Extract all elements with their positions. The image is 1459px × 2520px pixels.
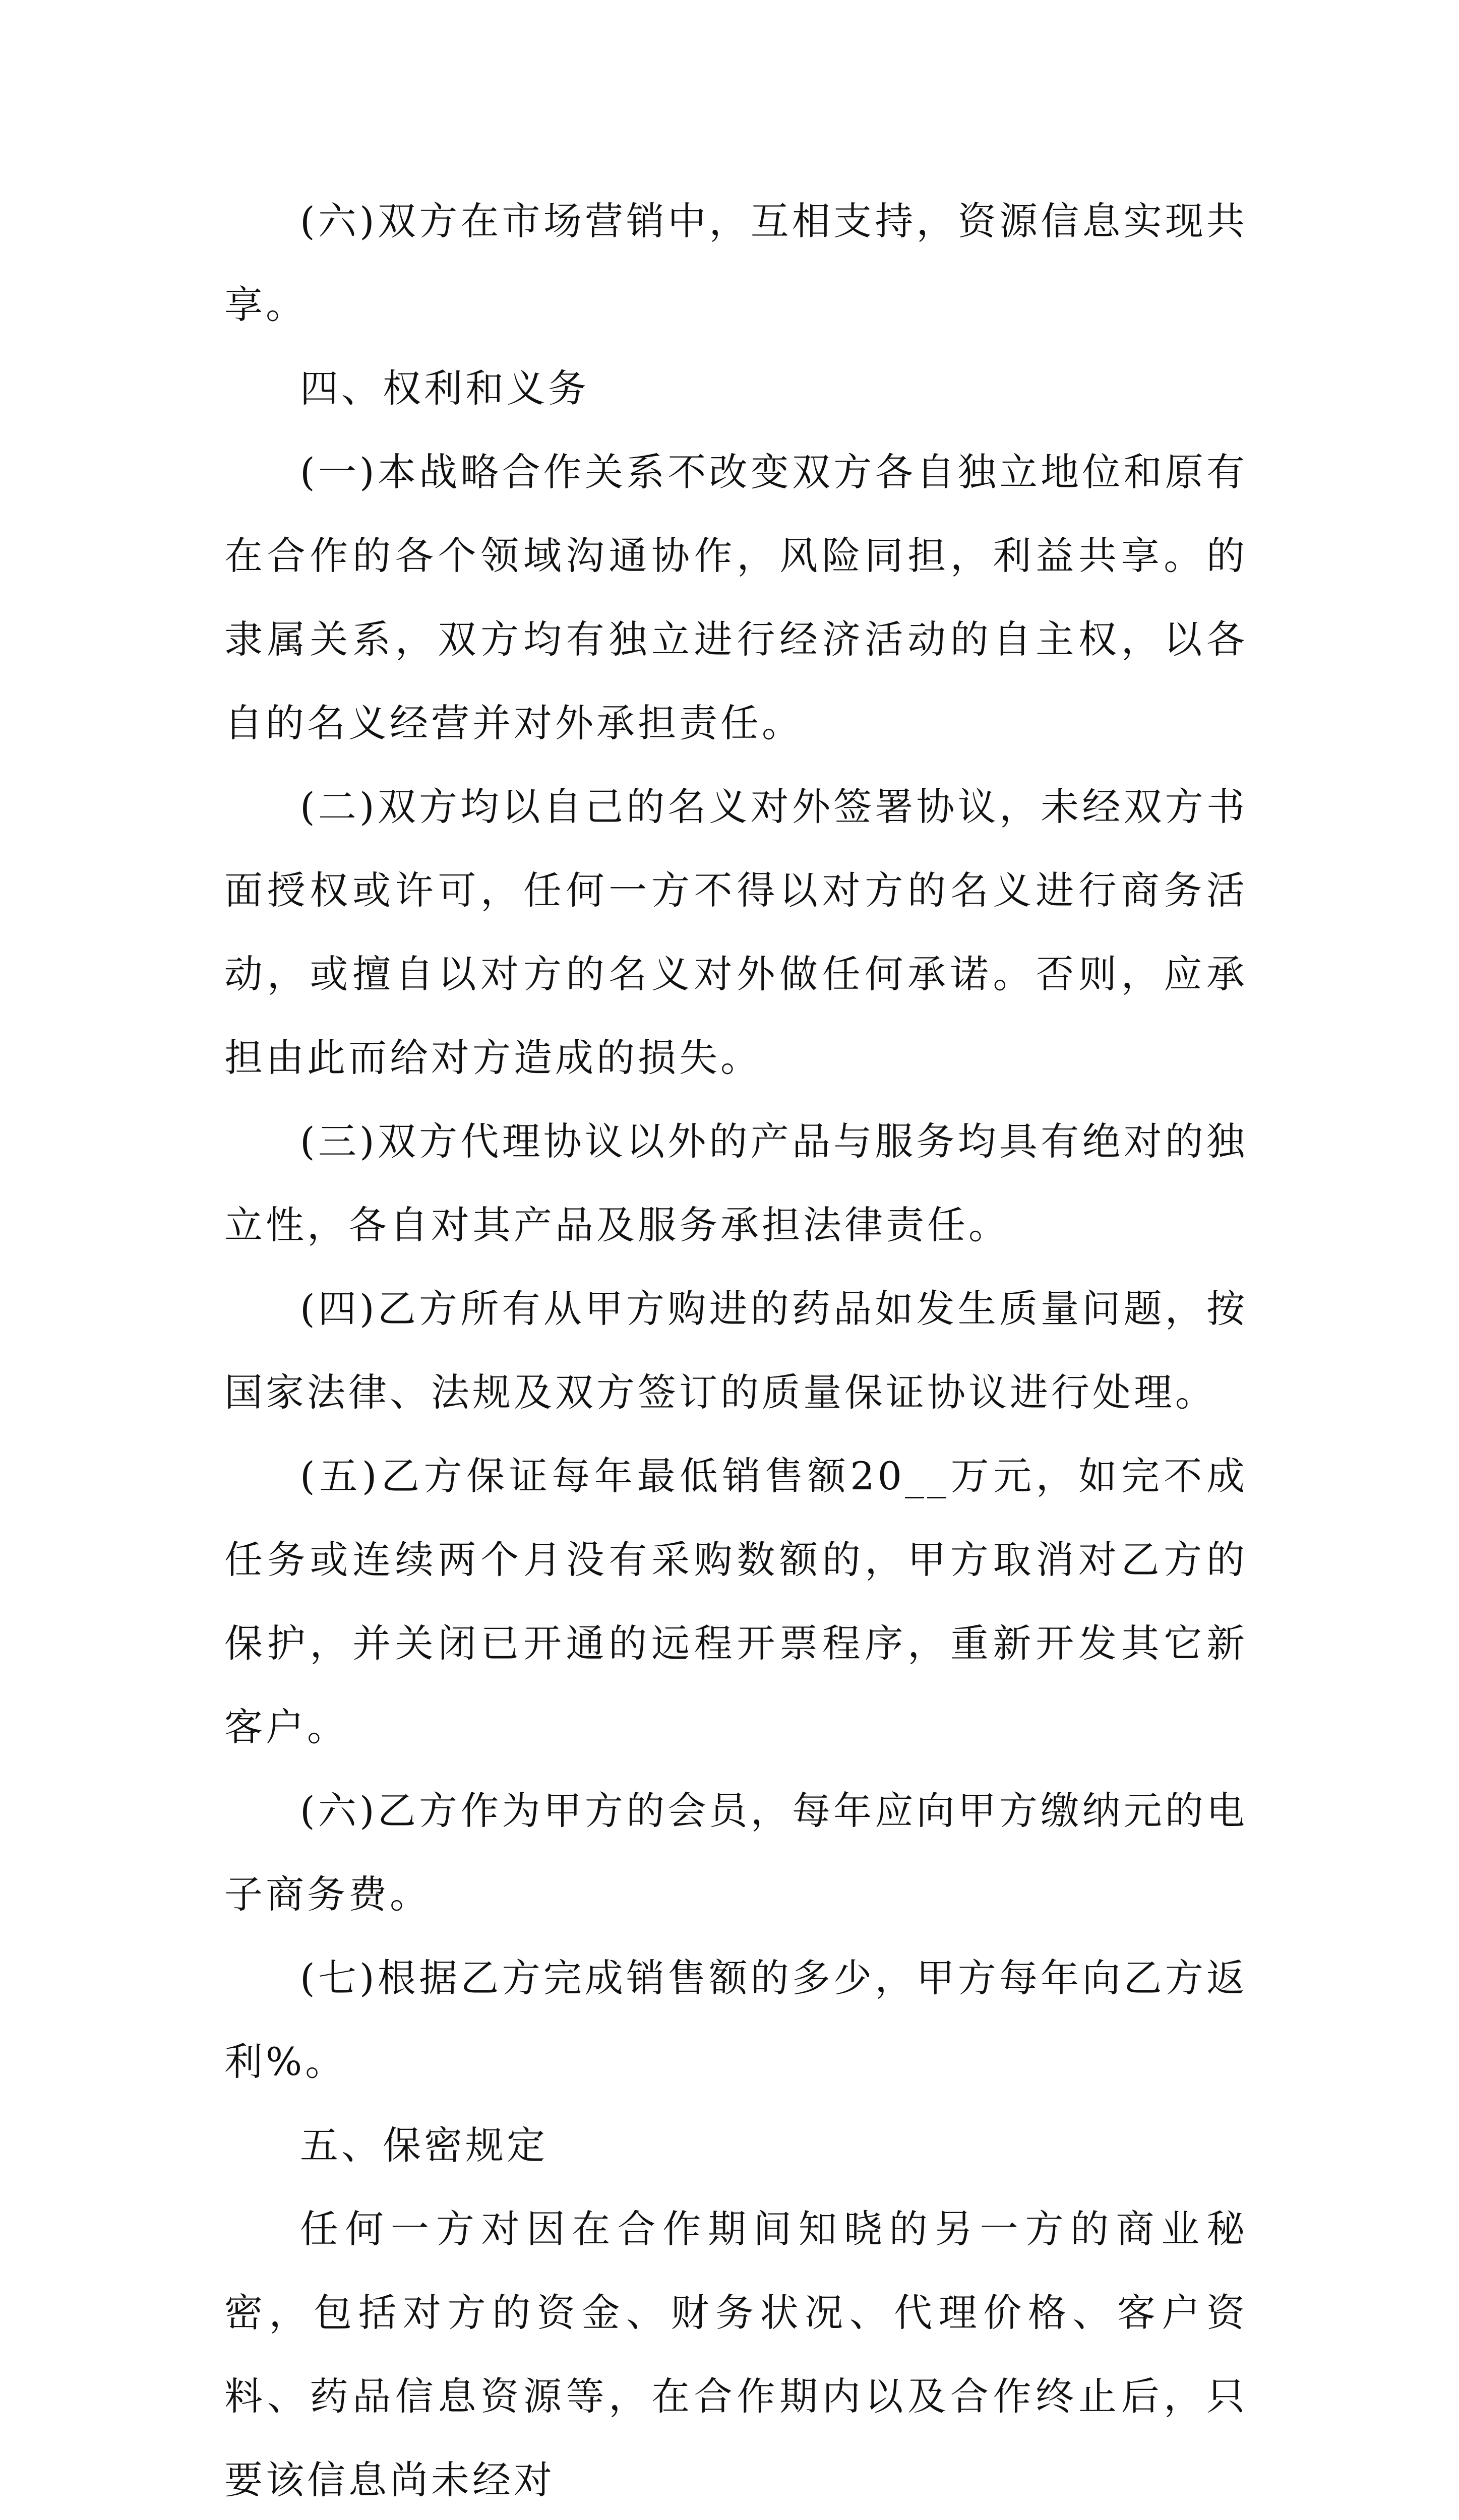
document-body xyxy=(224,179,1248,2520)
paragraph-membership-fee: (六)乙方作为甲方的会员，每年应向甲方缴纳元的电子商务费。 xyxy=(224,1788,1248,1917)
paragraph-rebate: (七)根据乙方完成销售额的多少，甲方每年向乙方返利%。 xyxy=(224,1956,1248,2084)
section-heading-rights-obligations: 四、权利和义务 xyxy=(300,366,589,411)
paragraph-independence: (一)本战略合作关系不改变双方各自独立地位和原有在合作的各个领域沟通协作，风险同担，利益共享。的隶属关系，双方均有独立进行经济活动的自主权，以各自的名义经营并对外承担责任。 xyxy=(224,450,1248,745)
paragraph-product-independence: (三)双方代理协议以外的产品与服务均具有绝对的独立性，各自对其产品及服务承担法律责任。 xyxy=(224,1119,1248,1247)
paragraph-confidentiality: 任何一方对因在合作期间知晓的另一方的商业秘密，包括对方的资金、财务状况、代理价格、客户资料、药品信息资源等，在合作期内以及合作终止后，只要该信息尚未经对 xyxy=(224,2207,1248,2502)
paragraph-marketing-sharing: (六)双方在市场营销中，互相支持，资源信息实现共享。 xyxy=(224,199,1248,327)
paragraph-minimum-sales: (五)乙方保证每年最低销售额20__万元，如完不成任务或连续两个月没有采购数额的，甲方取消对乙方的保护，并关闭已开通的远程开票程序，重新开发其它新客户。 xyxy=(224,1454,1248,1749)
section-heading-confidentiality: 五、保密规定 xyxy=(300,2123,548,2168)
paragraph-quality-issues: (四)乙方所有从甲方购进的药品如发生质量问题，按国家法律、法规及双方签订的质量保证协议进行处理。 xyxy=(224,1286,1248,1415)
paragraph-signing-agreements: (二)双方均以自己的名义对外签署协议，未经双方书面授权或许可，任何一方不得以对方的名义进行商务活动，或擅自以对方的名义对外做任何承诺。否则，应承担由此而给对方造成的损失。 xyxy=(224,784,1248,1080)
